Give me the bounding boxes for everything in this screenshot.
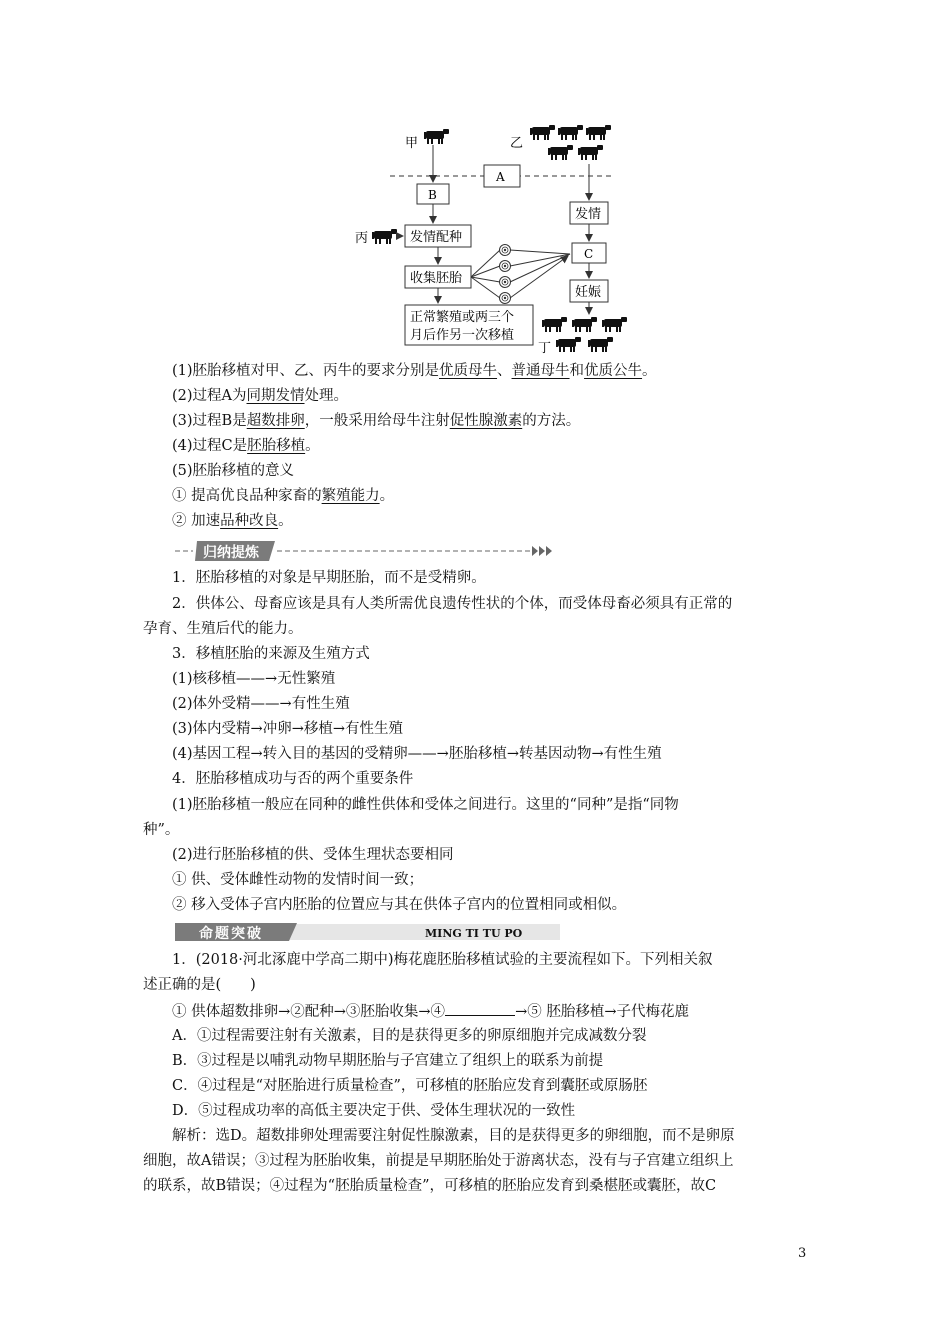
summary-line: 1．胚胎移植的对象是早期胚胎，而不是受精卵。 <box>172 570 486 586</box>
answer-blank <box>445 1001 515 1016</box>
option-a: A．①过程需要注射有关激素，目的是获得更多的卵原细胞并完成减数分裂 <box>172 1028 647 1044</box>
cow-icon <box>602 317 627 332</box>
option-d: D．⑤过程成功率的高低主要决定于供、受体生理状况的一致性 <box>172 1103 576 1119</box>
embryo-icon <box>500 261 511 272</box>
q4-line: (4)过程C是胚胎移植。 <box>172 438 320 454</box>
question-line: 1．(2018·河北涿鹿中学高二期中)梅花鹿胚胎移植试验的主要流程如下。下列相关叙 <box>172 952 713 968</box>
summary-line: (1)核移植——→无性繁殖 <box>172 671 336 687</box>
summary-header-bar <box>175 539 575 563</box>
label-ding: 丁 <box>538 341 552 356</box>
summary-line: ① 供、受体雌性动物的发情时间一致； <box>172 872 424 888</box>
box-pregnancy-label: 妊娠 <box>575 285 602 300</box>
answer: 超数排卵 <box>246 413 305 429</box>
q5-line: (5)胚胎移植的意义 <box>172 463 295 479</box>
cow-icon <box>588 337 613 352</box>
summary-line: (1)胚胎移植一般应在同种的雌性供体和受体之间进行。这里的“同种”是指“同物 <box>172 797 679 813</box>
embryo-transfer-diagram <box>0 0 950 360</box>
summary-line: 孕育、生殖后代的能力。 <box>143 621 303 637</box>
embryo-icon <box>500 293 511 304</box>
cow-icon <box>548 145 573 160</box>
summary-line: (2)体外受精——→有性生殖 <box>172 696 350 712</box>
cow-icon <box>558 125 583 140</box>
answer: 优质母牛 <box>439 363 498 379</box>
box-normal-line1: 正常繁殖或两三个 <box>410 310 515 325</box>
summary-line: ② 移入受体子宫内胚胎的位置应与其在供体子宫内的位置相同或相似。 <box>172 897 627 913</box>
box-collect-embryo-label: 收集胚胎 <box>410 271 463 286</box>
answer: 普通母牛 <box>511 363 570 379</box>
box-a-label: A <box>496 170 505 184</box>
summary-line: 3．移植胚胎的来源及生殖方式 <box>172 646 370 662</box>
box-b-label: B <box>428 188 437 202</box>
box-c-label: C <box>584 247 594 261</box>
section-title: 命题突破 <box>199 926 263 942</box>
answer: 繁殖能力 <box>321 488 380 504</box>
cow-icon <box>424 129 449 144</box>
cow-icon <box>372 229 397 244</box>
box-estrus-label: 发情 <box>575 207 602 222</box>
answer: 胚胎移植 <box>247 438 306 454</box>
summary-line: (4)基因工程→转入目的基因的受精卵——→胚胎移植→转基因动物→有性生殖 <box>172 746 662 762</box>
answer: 同期发情 <box>246 388 305 404</box>
section-header-bar <box>175 922 560 942</box>
cow-icon <box>572 317 597 332</box>
analysis-line: 细胞，故A错误；③过程为胚胎收集，前提是早期胚胎处于游离状态，没有与子宫建立组织上 <box>143 1153 734 1169</box>
label-yi: 乙 <box>510 136 524 151</box>
option-c: C．④过程是“对胚胎进行质量检查”，可移植的胚胎应发育到囊胚或原肠胚 <box>172 1078 648 1094</box>
answer: 促性腺激素 <box>449 413 523 429</box>
analysis-line: 的联系，故B错误；④过程为“胚胎质量检查”，可移植的胚胎应发育到桑椹胚或囊胚，故C <box>143 1178 717 1194</box>
cow-icon <box>578 145 603 160</box>
summary-line: (2)进行胚胎移植的供、受体生理状态要相同 <box>172 847 454 863</box>
analysis-line: 解析：选D。超数排卵处理需要注射促性腺激素，目的是获得更多的卵细胞，而不是卵原 <box>172 1128 735 1144</box>
answer: 优质公牛 <box>584 363 643 379</box>
option-b: B．③过程是以哺乳动物早期胚胎与子宫建立了组织上的联系为前提 <box>172 1053 604 1069</box>
page-number: 3 <box>798 1246 807 1261</box>
summary-line: 2．供体公、母畜应该是具有人类所需优良遗传性状的个体，而受体母畜必须具有正常的 <box>172 596 733 612</box>
section-pinyin: MING TI TU PO <box>425 927 523 940</box>
question-line: 述正确的是( ) <box>143 977 256 993</box>
q3-line: (3)过程B是超数排卵，一般采用给母牛注射促性腺激素的方法。 <box>172 413 581 429</box>
embryo-icon <box>500 277 511 288</box>
answer: 品种改良 <box>220 513 279 529</box>
cow-icon <box>542 317 567 332</box>
summary-line: 4．胚胎移植成功与否的两个重要条件 <box>172 771 414 787</box>
cow-icon <box>530 125 555 140</box>
q5b-line: ② 加速品种改良。 <box>172 513 293 529</box>
summary-title: 归纳提炼 <box>203 545 259 561</box>
q2-line: (2)过程A为同期发情处理。 <box>172 388 349 404</box>
label-jia: 甲 <box>405 136 419 151</box>
embryo-icon <box>500 245 511 256</box>
summary-line: 种”。 <box>143 822 180 838</box>
cow-icon <box>556 337 581 352</box>
label-bing: 丙 <box>355 231 369 246</box>
q5a-line: ① 提高优良品种家畜的繁殖能力。 <box>172 488 395 504</box>
box-normal-line2: 月后作另一次移植 <box>410 328 515 343</box>
cow-icon <box>586 125 611 140</box>
question-flow: ① 供体超数排卵→②配种→③胚胎收集→④ →⑤ 胚胎移植→子代梅花鹿 <box>172 1001 689 1022</box>
summary-line: (3)体内受精→冲卵→移植→有性生殖 <box>172 721 403 737</box>
box-estrus-mating-label: 发情配种 <box>410 230 463 245</box>
q1-line: (1)胚胎移植对甲、乙、丙牛的要求分别是优质母牛、普通母牛和优质公牛。 <box>172 363 657 379</box>
